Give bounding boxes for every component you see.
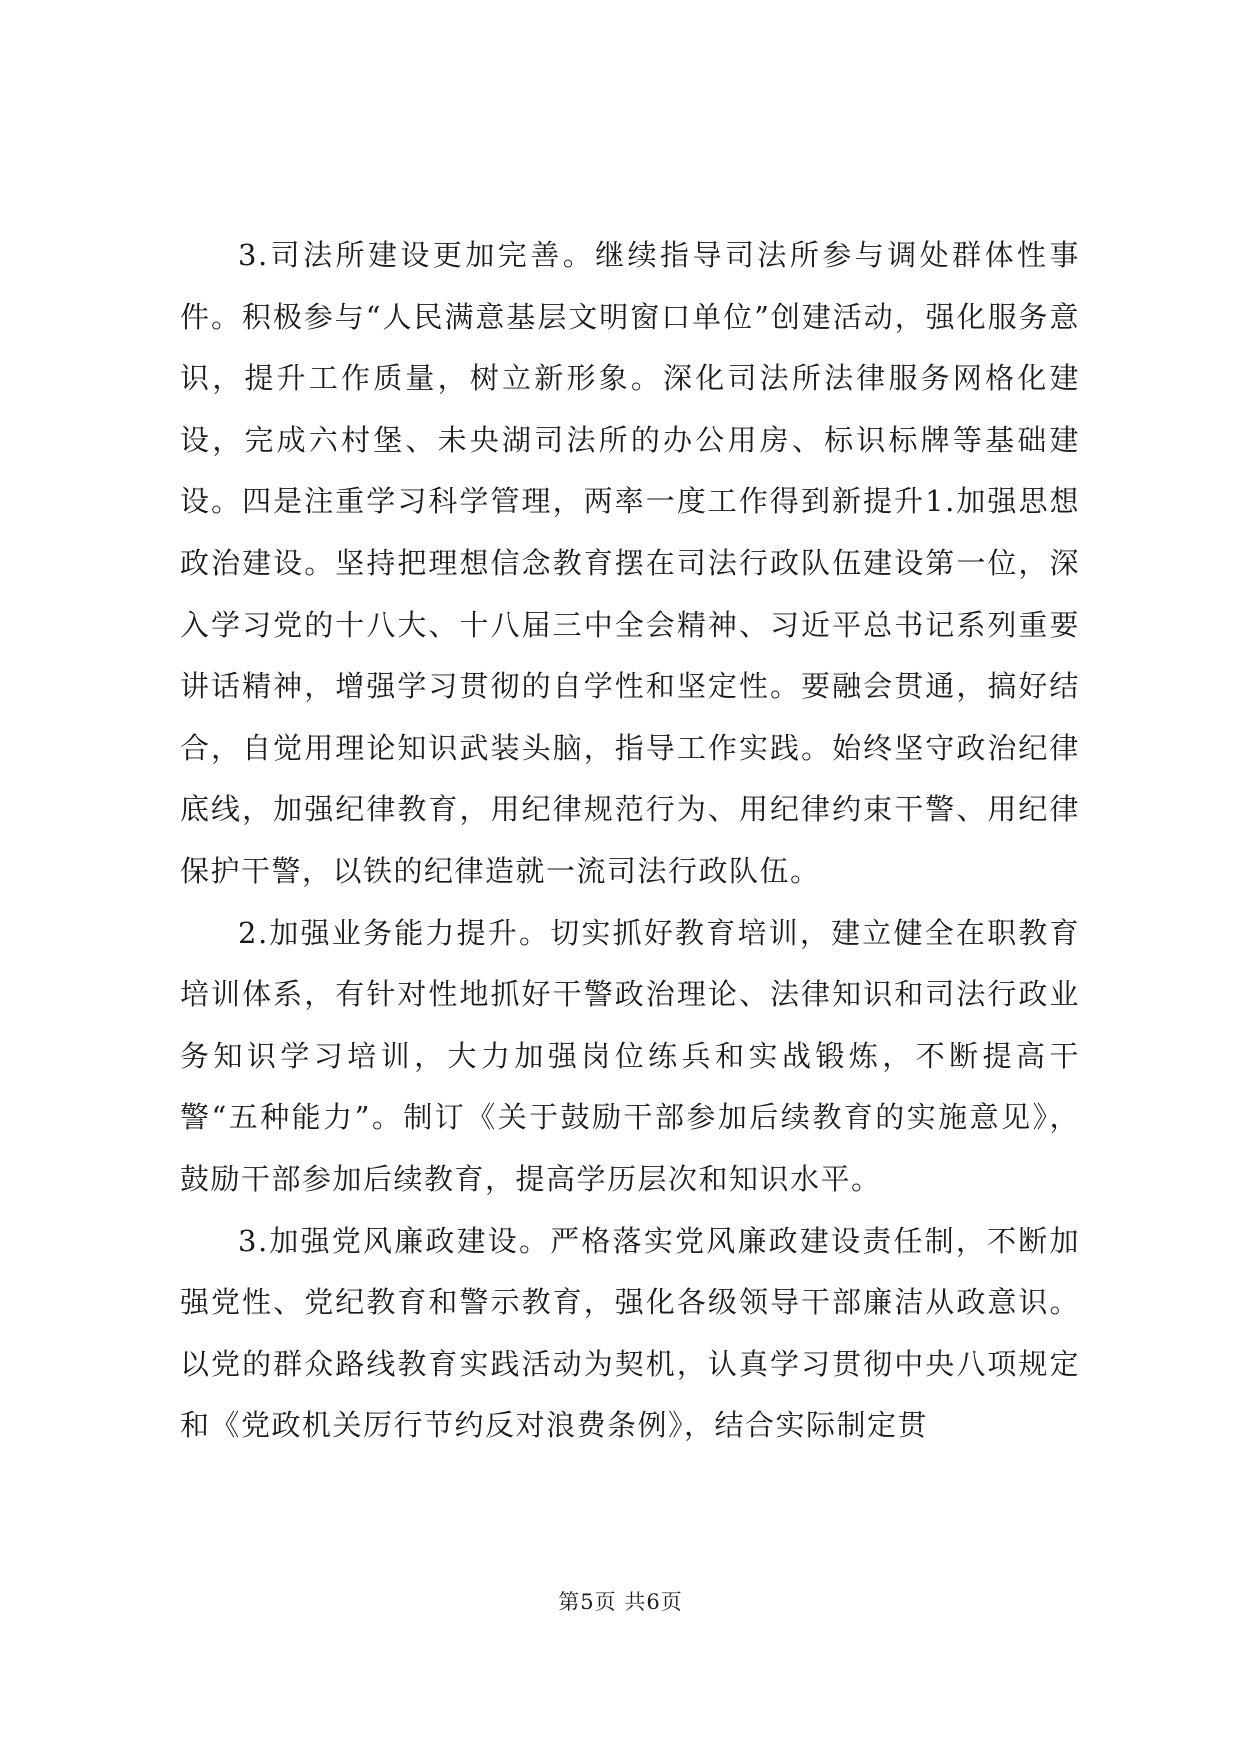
paragraph-party-integrity: 3.加强党风廉政建设。严格落实党风廉政建设责任制，不断加强党性、党纪教育和警示教育，强化各级领导干部廉洁从政意识。以党的群众路线教育实践活动为契机，认真学习贯彻中央八项规定和《党政机关厉行节约反对浪费条例》，结合实际制定贯 [180, 1223, 1080, 1443]
page-number-footer: 第5页 共6页 [558, 1590, 683, 1614]
document-body [180, 225, 1080, 1457]
paragraph-business-ability: 2.加强业务能力提升。切实抓好教育培训，建立健全在职教育培训体系，有针对性地抓好干警政治理论、法律知识和司法行政业务知识学习培训，大力加强岗位练兵和实战锻炼，不断提高干警“五种能力”。制订《关于鼓励干部参加后续教育的实施意见》，鼓励干部参加后续教育，提高学历层次和知识水平。 [180, 915, 1080, 1196]
paragraph-judicial-office: 3.司法所建设更加完善。继续指导司法所参与调处群体性事件。积极参与“人民满意基层文明窗口单位”创建活动，强化服务意识，提升工作质量，树立新形象。深化司法所法律服务网格化建设，完成六村堡、未央湖司法所的办公用房、标识标牌等基础建设。四是注重学习科学管理，两率一度工作得到新提升1.加强思想政治建设。坚持把理想信念教育摆在司法行政队伍建设第一位，深入学习党的十八大、十八届三中全会精神、习近平总书记系列重要讲话精神，增强学习贯彻的自学性和坚定性。要融会贯通，搞好结合，自觉用理论知识武装头脑，指导工作实践。始终坚守政治纪律底线，加强纪律教育，用纪律规范行为、用纪律约束干警、用纪律保护干警，以铁的纪律造就一流司法行政队伍。 [180, 238, 1080, 888]
